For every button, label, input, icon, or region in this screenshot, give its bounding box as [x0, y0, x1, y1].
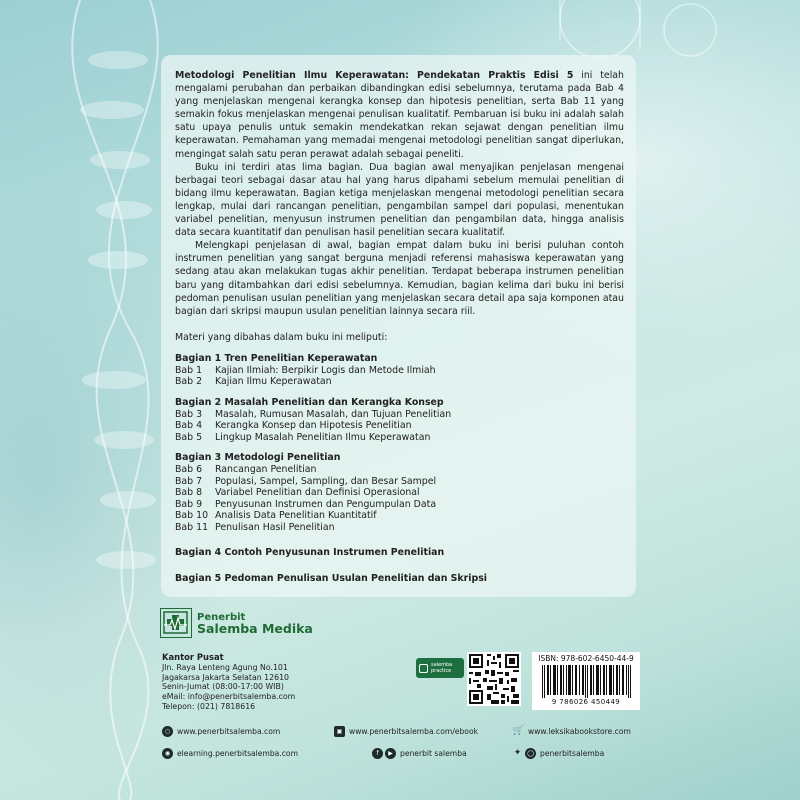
chapter-number: Bab 1	[175, 364, 203, 376]
part-4	[175, 547, 624, 559]
publisher-address	[162, 653, 295, 712]
barcode-icon	[542, 665, 632, 698]
chapter-row	[175, 464, 624, 476]
globe-icon: ○	[162, 726, 173, 737]
contents-intro: Materi yang dibahas dalam buku ini meliputi:	[175, 331, 388, 343]
part-2	[175, 397, 624, 444]
badge-line-1: salemba	[431, 662, 453, 668]
part-title: Bagian 2 Masalah Penelitian dan Kerangka Konsep	[175, 396, 444, 408]
chapter-number: Bab 11	[175, 521, 209, 533]
publisher-emblem-icon	[160, 608, 192, 638]
ebook-text: www.penerbitsalemba.com/ebook	[349, 727, 478, 736]
chapter-row	[175, 476, 624, 488]
bookstore-link[interactable]	[513, 726, 631, 737]
part-title: Bagian 3 Metodologi Penelitian	[175, 452, 341, 464]
chapter-number: Bab 10	[175, 510, 209, 522]
part-title: Bagian 4 Contoh Penyusunan Instrumen Penelitian	[175, 547, 445, 559]
publisher-logo	[160, 608, 313, 638]
chapter-row	[175, 499, 624, 511]
synopsis-panel	[161, 55, 636, 597]
address-line: Jagakarsa Jakarta Selatan 12610	[162, 672, 289, 682]
isbn-label: ISBN: 978-602-6450-44-9	[538, 654, 634, 663]
elearning-icon: ◉	[162, 748, 173, 759]
part-3	[175, 452, 624, 533]
cart-icon: 🛒	[512, 726, 525, 736]
instagram-icon: ◯	[525, 748, 536, 759]
address-heading: Kantor Pusat	[162, 652, 224, 662]
qr-code-icon	[467, 652, 521, 706]
badge-line-2: practice	[431, 668, 452, 674]
chapter-title: Analisis Data Penelitian Kuantitatif	[215, 510, 377, 522]
publisher-line-2: Salemba Medika	[197, 621, 313, 636]
elearning-text: elearning.penerbitsalemba.com	[177, 749, 298, 758]
publisher-name	[197, 612, 313, 634]
chapter-row	[175, 522, 624, 534]
synopsis-text: ini telah mengalami perubahan dan perbaikan dibandingkan edisi sebelumnya, terutama pada Bab 4 yang menjelaskan mengenai kerangka konsep dan hipotesis penelitian, serta Bab 11 yang semakin fokus menjelaskan mengenai penulisan kualitatif. Pembaruan isi buku ini adalah salah satu upaya penulis untuk semakin mendekatkan rekan sejawat dengan penelitian ilmu keperawatan. Pemahaman yang memadai mengenai metodologi penelitian sangat diperlukan, mengingat salah satu peran perawat adalah sebagai peneliti.	[175, 70, 624, 160]
social-text: penerbit salemba	[400, 749, 467, 758]
chapter-row	[175, 420, 624, 432]
contents-list	[175, 353, 624, 586]
chapter-row	[175, 365, 624, 377]
book-title-inline: Metodologi Penelitian Ilmu Keperawatan: Pendekatan Praktis Edisi 5	[175, 70, 574, 81]
chapter-row	[175, 376, 624, 388]
chapter-number: Bab 4	[175, 420, 203, 432]
chapter-row	[175, 510, 624, 522]
chapter-row	[175, 432, 624, 444]
synopsis-paragraph-2: Buku ini terdiri atas lima bagian. Dua bagian awal menyajikan penjelasan mengenai berbagai teori sebagai dasar atau hal yang harus dipahami sebelum memulai penelitian di bidang ilmu keperawatan. Bagian ketiga menjelaskan mengenai metodologi penelitian secara lengkap, mulai dari rancangan penelitian, pengambilan sampel dari populasi, menentukan variabel penelitian, menyusun instrumen penelitian dan pengambilan data, hingga analisis data secara kuantitatif dan penulisan hasil penelitian secara kualitatif.	[175, 161, 624, 239]
bookstore-text: www.leksikabookstore.com	[528, 727, 631, 736]
address-line: Senin-Jumat (08:00-17:00 WIB)	[162, 682, 284, 692]
chapter-title: Lingkup Masalah Penelitian Ilmu Keperawatan	[215, 431, 431, 443]
twitter-instagram-text: penerbitsalemba	[540, 749, 605, 758]
practice-icon	[419, 664, 428, 673]
part-title: Bagian 1 Tren Penelitian Keperawatan	[175, 352, 378, 364]
ebook-link[interactable]	[334, 726, 478, 737]
chapter-title: Kajian Ilmiah: Berpikir Logis dan Metode Ilmiah	[215, 364, 436, 376]
chapter-number: Bab 7	[175, 475, 203, 487]
twitter-icon: ✦	[513, 748, 522, 758]
chapter-number: Bab 3	[175, 408, 203, 420]
address-line: Jln. Raya Lenteng Agung No.101	[162, 662, 288, 672]
chapter-title: Kajian Ilmu Keperawatan	[215, 376, 332, 388]
isbn-barcode	[532, 652, 640, 710]
website-link[interactable]	[162, 726, 280, 737]
part-title: Bagian 5 Pedoman Penulisan Usulan Penelitian dan Skripsi	[175, 573, 488, 585]
address-line: eMail: info@penerbitsalemba.com	[162, 692, 296, 702]
chapter-title: Masalah, Rumusan Masalah, dan Tujuan Penelitian	[215, 408, 452, 420]
chapter-title: Kerangka Konsep dan Hipotesis Penelitian	[215, 420, 412, 432]
synopsis-paragraph-1	[175, 69, 624, 161]
chapter-number: Bab 6	[175, 464, 203, 476]
salemba-practice-badge	[416, 658, 464, 678]
laptop-icon: ▣	[334, 726, 345, 737]
synopsis-paragraph-3: Melengkapi penjelasan di awal, bagian empat dalam buku ini berisi puluhan contoh instrumen penelitian yang sangat berguna menjadi referensi mahasiswa keperawatan yang sedang atau akan melakukan tugas akhir penelitian. Terdapat beberapa instrumen penelitian baru yang ditambahkan dari edisi sebelumnya. Kemudian, bagian kelima dari buku ini berisi pedoman penulisan usulan penelitian yang menjelaskan secara detail apa saja komponen atau bagian dari skripsi maupun usulan penelitian lainnya secara riil.	[175, 240, 624, 317]
chapter-title: Penulisan Hasil Penelitian	[215, 521, 335, 533]
publisher-line-1: Penerbit	[197, 612, 246, 623]
chapter-number: Bab 2	[175, 376, 203, 388]
chapter-title: Penyusunan Instrumen dan Pengumpulan Data	[215, 498, 437, 510]
chapter-title: Populasi, Sampel, Sampling, dan Besar Sampel	[215, 475, 437, 487]
social-link[interactable]	[372, 748, 467, 759]
part-1	[175, 353, 624, 388]
youtube-icon: ▶	[385, 748, 396, 759]
isbn-digits: 9 786026 450449	[551, 698, 621, 706]
twitter-instagram-link[interactable]	[512, 748, 604, 759]
chapter-number: Bab 5	[175, 431, 203, 443]
elearning-link[interactable]	[162, 748, 298, 759]
chapter-number: Bab 8	[175, 487, 203, 499]
chapter-number: Bab 9	[175, 498, 203, 510]
chapter-title: Rancangan Penelitian	[215, 464, 317, 476]
website-text: www.penerbitsalemba.com	[177, 727, 281, 736]
part-5	[175, 573, 624, 585]
chapter-row	[175, 409, 624, 421]
chapter-title: Variabel Penelitian dan Definisi Operasional	[215, 487, 420, 499]
qr-code[interactable]	[467, 652, 521, 706]
chapter-row	[175, 487, 624, 499]
facebook-icon: f	[372, 748, 383, 759]
address-line: Telepon: (021) 7818616	[162, 701, 256, 711]
